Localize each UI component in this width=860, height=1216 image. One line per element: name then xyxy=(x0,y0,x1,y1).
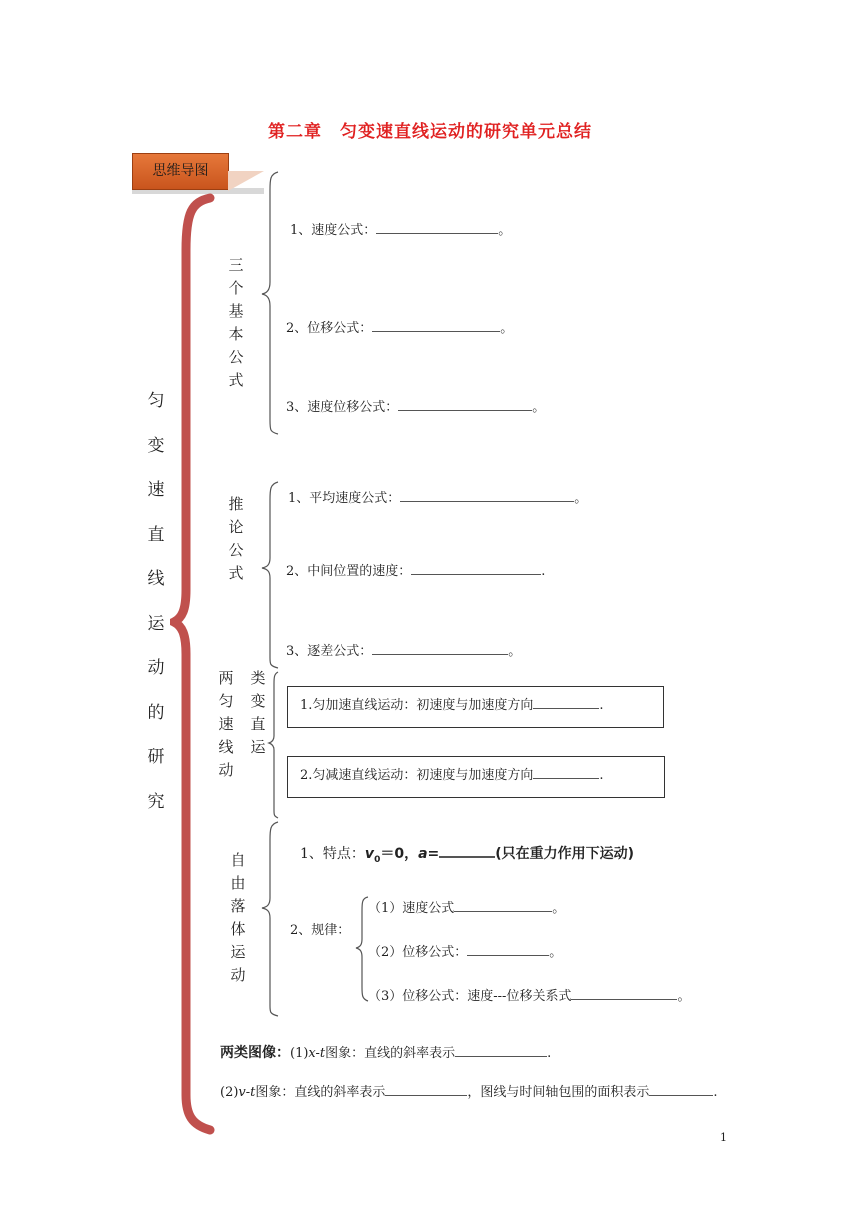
free-fall-feature-item: 1、特点：$v_0=0$，a= (只在重力作用下运动) xyxy=(300,846,635,865)
answer-blank[interactable] xyxy=(533,766,599,779)
answer-blank[interactable] xyxy=(372,319,500,332)
free-fall-velocity-rule: （1）速度公式 。 xyxy=(368,901,566,916)
answer-blank[interactable] xyxy=(398,398,532,411)
answer-blank[interactable] xyxy=(533,696,599,709)
answer-blank[interactable] xyxy=(376,221,498,234)
midpoint-velocity-item: 2、中间位置的速度： . xyxy=(286,564,546,579)
answer-blank[interactable] xyxy=(372,642,508,655)
uniform-deceleration-box: 2.匀减速直线运动：初速度与加速度方向 . xyxy=(287,756,665,798)
answer-blank[interactable] xyxy=(649,1083,713,1096)
free-fall-velocity-displacement-rule: （3）位移公式：速度---位移关系式 。 xyxy=(368,989,691,1004)
graphs-line-1: 两类图像：(1)x-t图象：直线的斜率表示 . xyxy=(220,1045,552,1061)
section-label-two-types-left: 两 匀 速 线 动 xyxy=(218,669,234,779)
answer-blank[interactable] xyxy=(571,987,677,1000)
section-braces xyxy=(256,170,286,1030)
main-brace xyxy=(170,190,220,1135)
displacement-formula-item: 2、位移公式： 。 xyxy=(286,321,514,336)
answer-blank[interactable] xyxy=(439,844,495,858)
answer-blank[interactable] xyxy=(400,489,574,502)
successive-difference-item: 3、逐差公式： 。 xyxy=(286,644,522,659)
section-label-derived-formulas: 推 论 公 式 xyxy=(228,495,244,582)
section-label-free-fall: 自 由 落 体 运 动 xyxy=(230,851,246,984)
main-topic: 匀 变 速 直 线 运 动 的 研 究 xyxy=(147,391,165,812)
answer-blank[interactable] xyxy=(455,1044,547,1057)
answer-blank[interactable] xyxy=(411,562,541,575)
velocity-displacement-formula-item: 3、速度位移公式： 。 xyxy=(286,400,546,415)
page-number: 1 xyxy=(720,1131,727,1144)
average-velocity-item: 1、平均速度公式： 。 xyxy=(288,491,588,506)
velocity-formula-item: 1、速度公式： 。 xyxy=(290,223,512,238)
answer-blank[interactable] xyxy=(454,899,552,912)
mind-map-tag: 思维导图 xyxy=(132,153,229,190)
uniform-acceleration-box: 1.匀加速直线运动：初速度与加速度方向 . xyxy=(287,686,664,728)
section-label-basic-formulas: 三 个 基 本 公 式 xyxy=(228,256,244,389)
section-label-two-types-right: 类 变 直 运 xyxy=(250,669,266,756)
answer-blank[interactable] xyxy=(385,1083,467,1096)
graphs-line-2: (2)v-t图象：直线的斜率表示 ，图线与时间轴包围的面积表示 . xyxy=(220,1085,718,1100)
answer-blank[interactable] xyxy=(467,943,549,956)
page-title: 第二章 匀变速直线运动的研究单元总结 xyxy=(268,122,592,142)
free-fall-rules-label: 2、规律： xyxy=(290,923,351,938)
free-fall-displacement-rule: （2）位移公式： 。 xyxy=(368,945,563,960)
